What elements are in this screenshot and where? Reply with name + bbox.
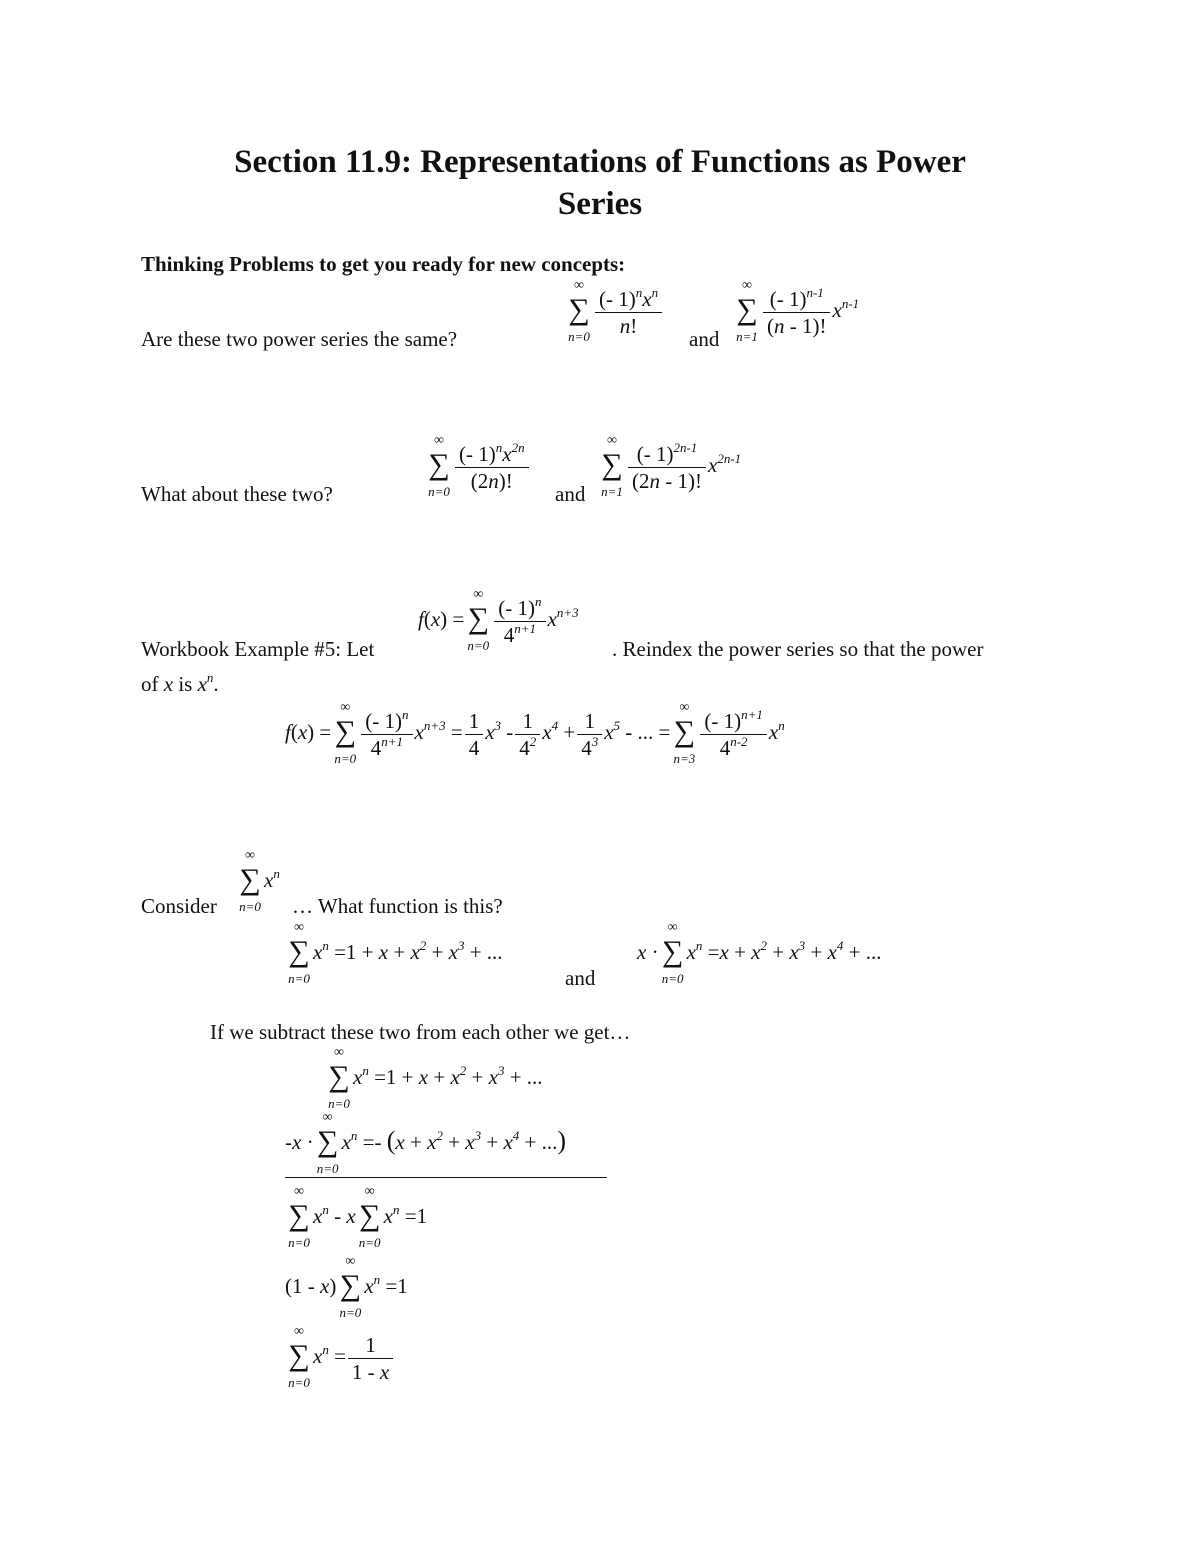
derivation-line-3: ∞ ∑ n=0 $x^n$ - x ∞ ∑ n=0 $x^n =1$ — [288, 1184, 428, 1250]
consider-lead: Consider — [141, 894, 217, 918]
series-expansion: ∞ ∑ n=0 $x^n =1 + x + x^2 + x^3$ + ... — [288, 920, 503, 986]
summation: ∞ ∑ n=0 — [334, 700, 357, 766]
summation: ∞ ∑ n=0 — [339, 1254, 362, 1320]
shifted-series-expansion: x · ∞ ∑ n=0 $x^n =x + x^2 + x^3 + x^4$ + ... — [637, 920, 882, 986]
summation: ∞ ∑ n=0 — [239, 848, 261, 914]
summation: ∞ ∑ n=0 — [467, 587, 490, 653]
fraction: $\frac{1}{4^3}$ — [577, 708, 602, 761]
subtraction-rule — [285, 1177, 607, 1178]
fraction: $\frac{(- 1)^{n-1}}{(n - 1)!}$ — [763, 286, 830, 339]
fraction: $\frac{(- 1)^{2n-1}}{(2n - 1)!}$ — [628, 441, 706, 494]
summation: ∞ ∑ n=1 — [736, 278, 758, 344]
series-c — [425, 435, 531, 499]
example-instruction-continued: of x is $x^n$. — [141, 670, 219, 696]
fraction: $\frac{1}{4^2}$ — [515, 708, 540, 761]
summation: ∞ ∑ n=0 — [288, 1324, 310, 1390]
summation: ∞ ∑ n=0 — [316, 1110, 339, 1176]
series-b: ∞ ∑ n=1 $\frac{(- 1)^{n-1}}{(n - 1)!}$ $x^{n-1}$ — [736, 278, 860, 344]
example-lead: Workbook Example #5: Let — [141, 637, 375, 661]
derivation-result: ∞ ∑ n=0 $x^n$ = $\frac{1}{1 - x}$ — [285, 1326, 395, 1390]
series-a — [565, 280, 664, 344]
summation: ∞ ∑ n=0 — [328, 1045, 350, 1111]
fraction: $\frac{(- 1)^n}{4^{n+1}}$ — [494, 595, 545, 648]
summation: ∞ ∑ n=1 — [601, 433, 623, 499]
page-title-continued: Series — [557, 186, 643, 222]
page-title: Section 11.9: Representations of Functions as Power — [234, 144, 966, 180]
summation: ∞ ∑ n=0 — [358, 1184, 381, 1250]
summation: ∞ ∑ n=0 — [428, 433, 450, 499]
and-text: and — [555, 482, 586, 506]
question-2: What about these two? — [141, 482, 333, 506]
summation: ∞ ∑ n=3 — [673, 700, 696, 766]
derivation-line-1: ∞ ∑ n=0 $x^n =1 + x + x^2 + x^3$ + ... — [328, 1045, 543, 1111]
fraction: $\frac{1}{1 - x}$ — [348, 1332, 393, 1385]
subtract-text: If we subtract these two from each other we get… — [210, 1020, 631, 1044]
summation: ∞ ∑ n=0 — [288, 1184, 310, 1250]
fraction: $\frac{(- 1)^n}{4^{n+1}}$ — [361, 708, 412, 761]
derivation-line-4: (1 - x) ∞ ∑ n=0 $x^n =1$ — [285, 1254, 408, 1320]
summation: ∞ ∑ n=0 — [568, 278, 590, 344]
geometric-series: ∞ ∑ n=0 $x^n$ — [239, 848, 280, 914]
consider-question: … What function is this? — [292, 894, 503, 918]
summation: ∞ ∑ n=0 — [661, 920, 684, 986]
and-text: and — [689, 327, 720, 351]
question-1: Are these two power series the same? — [141, 327, 458, 351]
derivation-line-2: -x · ∞ ∑ n=0 $x^n =- (x + x^2 + x^3 + x^4$ + ...) — [285, 1110, 567, 1176]
reindex-equation: f(x) = ∞ ∑ n=0 $\frac{(- 1)^n}{4^{n+1}}$ $x^{n+3}$ = $\frac{1}{4}$ $x^3$ - $\frac{1}{4^2}$ $x^4$ + $\frac{1}{4^3}$ $x^5$ - ... = ∞ ∑ n=3 $\frac{(- 1)^{n+1}}{4^{n-2}}$ $x^n$ — [285, 700, 785, 766]
example-instruction: . Reindex the power series so that the power — [612, 637, 984, 661]
thinking-heading: Thinking Problems to get you ready for new concepts: — [141, 252, 626, 276]
and-text: and — [565, 966, 596, 990]
fraction: $\frac{(- 1)^{n+1}}{4^{n-2}}$ — [700, 708, 767, 761]
fraction: $\frac{1}{4}$ — [465, 708, 484, 761]
series-d: ∞ ∑ n=1 $\frac{(- 1)^{2n-1}}{(2n - 1)!}$ $x^{2n-1}$ — [601, 433, 742, 499]
example-definition: f(x) = ∞ ∑ n=0 $\frac{(- 1)^n}{4^{n+1}}$ $x^{n+3}$ — [418, 587, 579, 653]
fraction: $\frac{(- 1)^nx^{2n}}{(2n)!}$ — [455, 441, 529, 494]
summation: ∞ ∑ n=0 — [288, 920, 310, 986]
fraction: $\frac{(- 1)^nx^n}{n!}$ — [595, 286, 662, 339]
